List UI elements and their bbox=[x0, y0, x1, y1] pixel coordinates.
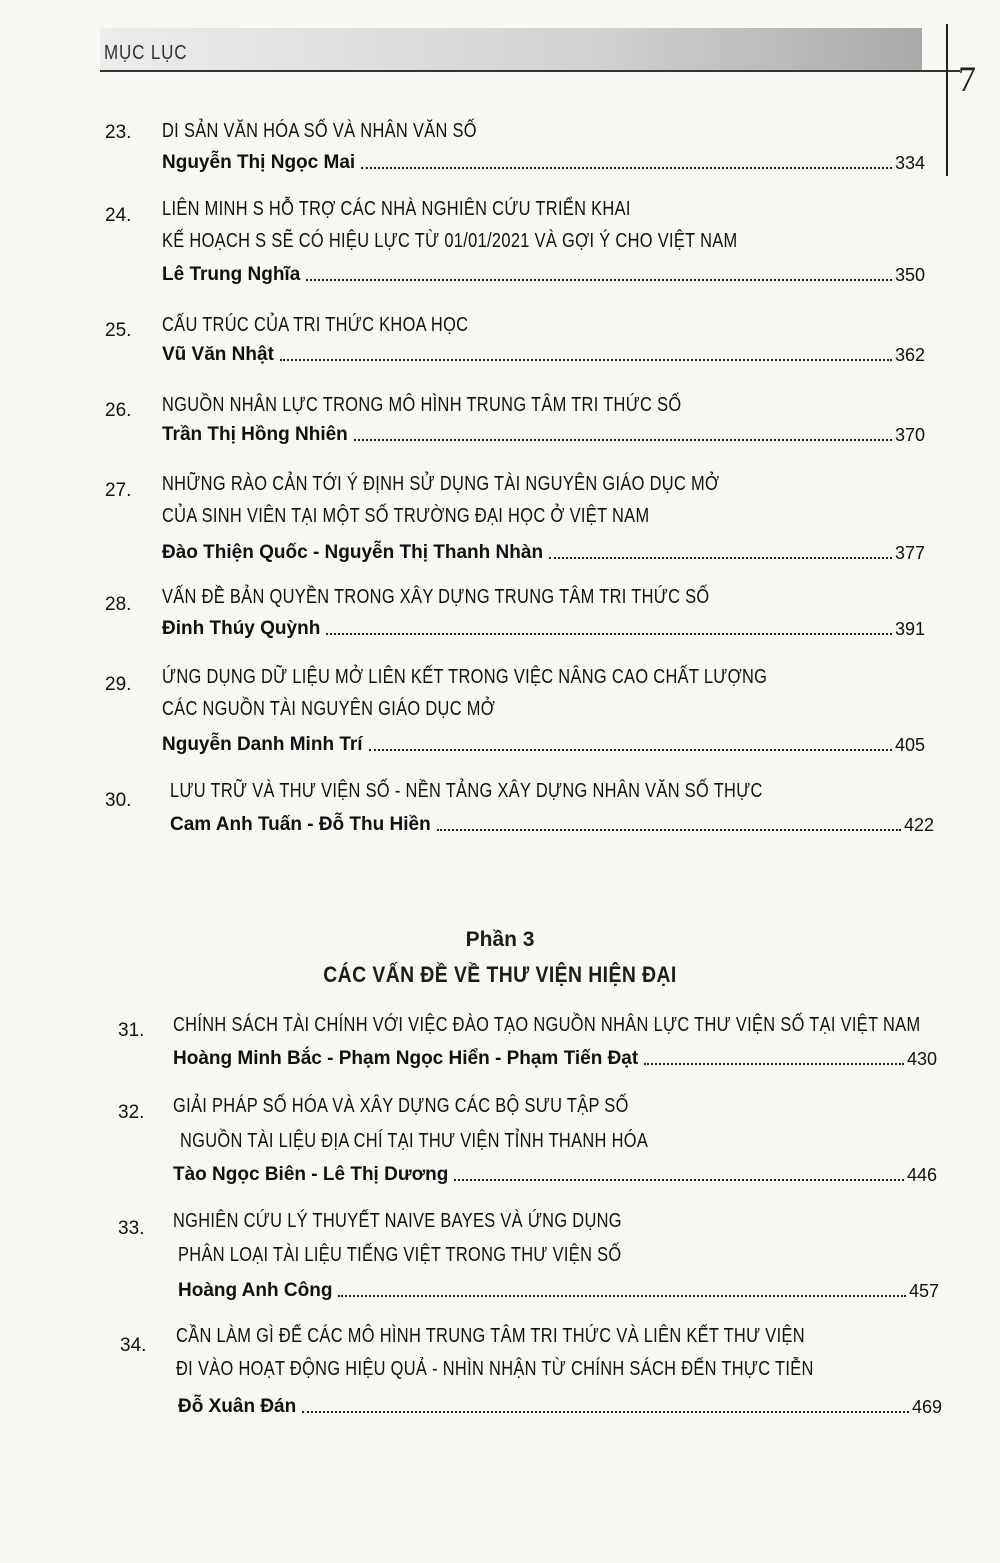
entry-title-line: CHÍNH SÁCH TÀI CHÍNH VỚI VIỆC ĐÀO TẠO NGUỒN NHÂN LỰC THƯ VIỆN SỐ TẠI VIỆT NAM bbox=[173, 1014, 921, 1036]
entry-author: Cam Anh Tuấn - Đỗ Thu Hiền bbox=[170, 814, 431, 835]
dot-leader bbox=[369, 748, 892, 751]
entry-title-line: NHỮNG RÀO CẢN TỚI Ý ĐỊNH SỬ DỤNG TÀI NGUYÊN GIÁO DỤC MỞ bbox=[162, 473, 720, 495]
dot-leader bbox=[454, 1178, 904, 1181]
entry-author: Đào Thiện Quốc - Nguyễn Thị Thanh Nhàn bbox=[162, 542, 544, 563]
entry-page: 350 bbox=[894, 265, 925, 285]
dot-leader bbox=[361, 166, 892, 169]
entry-title-line: PHÂN LOẠI TÀI LIỆU TIẾNG VIỆT TRONG THƯ VIỆN SỐ bbox=[178, 1244, 622, 1266]
entry-page: 430 bbox=[906, 1049, 937, 1069]
author-row bbox=[170, 812, 934, 836]
dot-leader bbox=[549, 556, 892, 559]
entry-number: 32. bbox=[118, 1102, 145, 1123]
entry-number: 25. bbox=[105, 320, 132, 341]
entry-author: Hoàng Anh Công bbox=[178, 1280, 333, 1301]
author-row bbox=[178, 1278, 939, 1302]
entry-page: 405 bbox=[894, 735, 925, 755]
section-title: MỤC LỤC bbox=[104, 42, 188, 64]
part-title: CÁC VẤN ĐỀ VỀ THƯ VIỆN HIỆN ĐẠI bbox=[323, 962, 677, 987]
author-row bbox=[162, 732, 925, 756]
entry-number: 31. bbox=[118, 1020, 145, 1041]
author-row bbox=[162, 342, 925, 366]
entry-page: 362 bbox=[894, 345, 925, 365]
entry-title-line: NGHIÊN CỨU LÝ THUYẾT NAIVE BAYES VÀ ỨNG DỤNG bbox=[173, 1210, 622, 1232]
author-row bbox=[173, 1162, 937, 1186]
entry-number: 23. bbox=[105, 122, 132, 143]
entry-title-line: GIẢI PHÁP SỐ HÓA VÀ XÂY DỰNG CÁC BỘ SƯU TẬP SỐ bbox=[173, 1095, 629, 1117]
entry-title-line: CẤU TRÚC CỦA TRI THỨC KHOA HỌC bbox=[162, 314, 469, 336]
dot-leader bbox=[338, 1294, 906, 1297]
author-row bbox=[162, 422, 925, 446]
entry-page: 377 bbox=[894, 543, 925, 563]
author-row bbox=[162, 150, 925, 174]
entry-number: 33. bbox=[118, 1218, 145, 1239]
entry-title-line: VẤN ĐỀ BẢN QUYỀN TRONG XÂY DỰNG TRUNG TÂM TRI THỨC SỐ bbox=[162, 586, 710, 608]
entry-author: Lê Trung Nghĩa bbox=[162, 264, 301, 285]
entry-title-line: ỨNG DỤNG DỮ LIỆU MỞ LIÊN KẾT TRONG VIỆC NÂNG CAO CHẤT LƯỢNG bbox=[162, 666, 768, 688]
entry-author: Tào Ngọc Biên - Lê Thị Dương bbox=[173, 1164, 449, 1185]
dot-leader bbox=[437, 828, 901, 831]
author-row bbox=[162, 616, 925, 640]
entry-number: 34. bbox=[120, 1335, 147, 1356]
entry-author: Vũ Văn Nhật bbox=[162, 344, 274, 365]
entry-author: Trần Thị Hồng Nhiên bbox=[162, 424, 348, 445]
entry-author: Hoàng Minh Bắc - Phạm Ngọc Hiển - Phạm Tiến Đạt bbox=[173, 1048, 639, 1069]
entry-page: 469 bbox=[911, 1397, 942, 1417]
entry-author: Đinh Thúy Quỳnh bbox=[162, 618, 321, 639]
entry-title-line: NGUỒN NHÂN LỰC TRONG MÔ HÌNH TRUNG TÂM TRI THỨC SỐ bbox=[162, 394, 682, 416]
entry-author: Đỗ Xuân Đán bbox=[178, 1396, 297, 1417]
entry-title-line: CẦN LÀM GÌ ĐỂ CÁC MÔ HÌNH TRUNG TÂM TRI THỨC VÀ LIÊN KẾT THƯ VIỆN bbox=[176, 1325, 805, 1347]
entry-title-line: KẾ HOẠCH S SẼ CÓ HIỆU LỰC TỪ 01/01/2021 VÀ GỢI Ý CHO VIỆT NAM bbox=[162, 230, 738, 252]
author-row bbox=[162, 262, 925, 286]
entry-page: 391 bbox=[894, 619, 925, 639]
entry-page: 457 bbox=[908, 1281, 939, 1301]
header-band bbox=[100, 28, 922, 72]
entry-page: 370 bbox=[894, 425, 925, 445]
dot-leader bbox=[354, 438, 892, 441]
author-row bbox=[173, 1046, 937, 1070]
entry-page: 334 bbox=[894, 153, 925, 173]
header-rule bbox=[100, 70, 960, 72]
margin-rule bbox=[946, 24, 948, 176]
dot-leader bbox=[644, 1062, 904, 1065]
part-label: Phần 3 bbox=[465, 928, 535, 951]
author-row bbox=[162, 540, 925, 564]
page-number: 7 bbox=[958, 59, 976, 99]
entry-number: 24. bbox=[105, 205, 132, 226]
dot-leader bbox=[302, 1410, 909, 1413]
dot-leader bbox=[326, 632, 892, 635]
entry-author: Nguyễn Thị Ngọc Mai bbox=[162, 152, 356, 173]
entry-number: 28. bbox=[105, 594, 132, 615]
entry-title-line: NGUỒN TÀI LIỆU ĐỊA CHÍ TẠI THƯ VIỆN TỈNH THANH HÓA bbox=[180, 1130, 649, 1152]
entry-number: 26. bbox=[105, 400, 132, 421]
entry-page: 446 bbox=[906, 1165, 937, 1185]
author-row bbox=[178, 1394, 942, 1418]
entry-title-line: ĐI VÀO HOẠT ĐỘNG HIỆU QUẢ - NHÌN NHẬN TỪ CHÍNH SÁCH ĐẾN THỰC TIỄN bbox=[176, 1358, 814, 1380]
entry-number: 27. bbox=[105, 480, 132, 501]
entry-title-line: LƯU TRỮ VÀ THƯ VIỆN SỐ - NỀN TẢNG XÂY DỰNG NHÂN VĂN SỐ THỰC bbox=[170, 780, 763, 802]
entry-author: Nguyễn Danh Minh Trí bbox=[162, 734, 363, 755]
entry-title-line: CÁC NGUỒN TÀI NGUYÊN GIÁO DỤC MỞ bbox=[162, 698, 496, 720]
entry-number: 29. bbox=[105, 674, 132, 695]
entry-title-line: DI SẢN VĂN HÓA SỐ VÀ NHÂN VĂN SỐ bbox=[162, 120, 477, 142]
entry-page: 422 bbox=[903, 815, 934, 835]
entry-title-line: CỦA SINH VIÊN TẠI MỘT SỐ TRƯỜNG ĐẠI HỌC Ở VIỆT NAM bbox=[162, 505, 650, 527]
entry-title-line: LIÊN MINH S HỖ TRỢ CÁC NHÀ NGHIÊN CỨU TRIỂN KHAI bbox=[162, 198, 631, 220]
entry-number: 30. bbox=[105, 790, 132, 811]
dot-leader bbox=[280, 358, 892, 361]
dot-leader bbox=[306, 278, 892, 281]
